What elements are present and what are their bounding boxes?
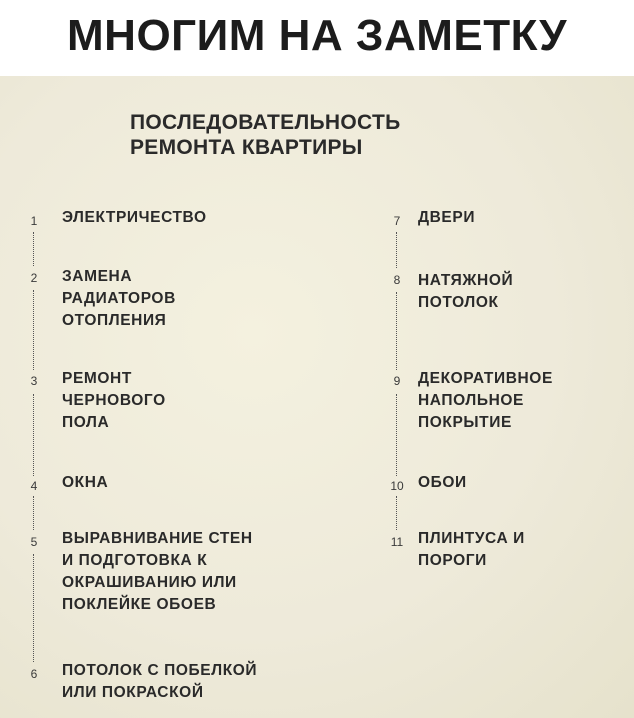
step-number: 9: [393, 374, 401, 388]
step-connector: [396, 394, 399, 476]
step-connector: [33, 232, 36, 266]
card-title: [130, 110, 400, 160]
card-title-line-1: ПОСЛЕДОВАТЕЛЬНОСТЬ: [130, 111, 401, 134]
step-number: 3: [30, 374, 38, 388]
step-number: 6: [30, 667, 38, 681]
step-text: ПОТОЛОК С ПОБЕЛКОЙ ИЛИ ПОКРАСКОЙ: [62, 662, 258, 701]
card-title-line-2: РЕМОНТА КВАРТИРЫ: [130, 136, 363, 159]
step-text: ОБОИ: [418, 474, 467, 491]
step-text: ПЛИНТУСА И ПОРОГИ: [418, 530, 525, 569]
page-title: [0, 8, 634, 64]
step-connector: [33, 496, 36, 530]
step-connector: [33, 394, 36, 476]
step-connector: [33, 290, 36, 370]
step-connector: [33, 554, 36, 662]
step-number: 2: [30, 271, 38, 285]
step-number: 10: [390, 479, 404, 493]
title-part-1: МНОГИМ: [67, 11, 266, 60]
step-number: 8: [393, 273, 401, 287]
header: [0, 0, 634, 76]
step-text: ЭЛЕКТРИЧЕСТВО: [62, 209, 207, 226]
step-text: ЗАМЕНА РАДИАТОРОВ ОТОПЛЕНИЯ: [62, 268, 176, 329]
step-text: ДВЕРИ: [418, 209, 476, 226]
step-connector: [396, 232, 399, 268]
step-connector: [396, 292, 399, 370]
step-text: РЕМОНТ ЧЕРНОВОГО ПОЛА: [62, 370, 166, 431]
step-number: 5: [30, 535, 38, 549]
step-number: 7: [393, 214, 401, 228]
step-text: ДЕКОРАТИВНОЕ НАПОЛЬНОЕ ПОКРЫТИЕ: [418, 370, 553, 431]
step-number: 1: [30, 214, 38, 228]
step-number: 11: [390, 535, 404, 549]
step-number: 4: [30, 479, 38, 493]
step-text: НАТЯЖНОЙ ПОТОЛОК: [418, 272, 514, 311]
renovation-card: [0, 76, 634, 718]
step-connector: [396, 496, 399, 530]
step-text: ВЫРАВНИВАНИЕ СТЕН И ПОДГОТОВКА К ОКРАШИВАНИЮ ИЛИ ПОКЛЕЙКЕ ОБОЕВ: [62, 530, 253, 613]
step-text: ОКНА: [62, 474, 109, 491]
title-part-2: НА ЗАМЕТКУ: [278, 11, 567, 60]
